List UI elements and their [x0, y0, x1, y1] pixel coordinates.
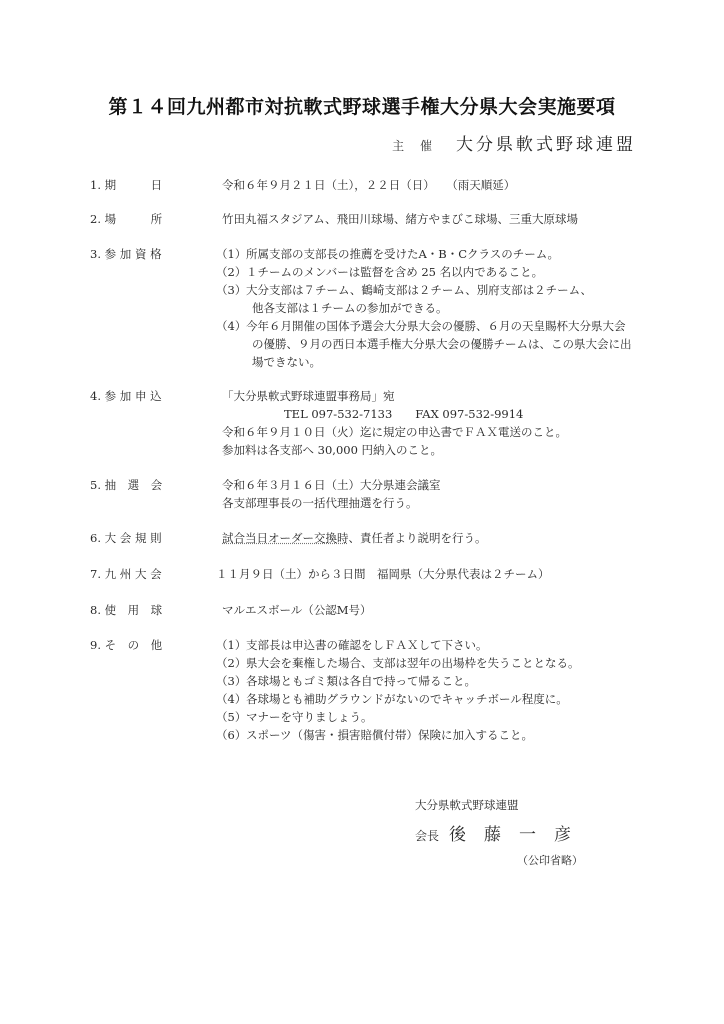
section-kyushu: [90, 565, 664, 583]
list-item: （1） 支部長は申込書の確認をしＦＡＸして下さい。: [216, 638, 488, 652]
section-text: 各支部理事長の一括代理抽選を行う。: [222, 496, 418, 510]
contact-numbers: TEL 097-532-7133 FAX 097-532-9914: [284, 407, 524, 421]
section-label: 3. 参 加 資 格: [90, 247, 162, 261]
section-label: 2. 場 所: [90, 212, 163, 226]
section-text: 令和６年３月１６日（土）大分県連会議室: [222, 478, 441, 492]
list-item: （1） 所属支部の支部長の推薦を受けたA・B・Cクラスのチーム。: [216, 247, 560, 261]
section-application: [90, 387, 664, 459]
section-label: 8. 使 用 球: [90, 603, 163, 617]
section-label: 7. 九 州 大 会: [90, 567, 162, 581]
section-rules: [90, 529, 664, 547]
list-item: （3） 大分支部は７チーム、鶴崎支部は２チーム、別府支部は２チーム、: [216, 283, 593, 297]
list-item: （3） 各球場ともゴミ類は各自で持って帰ること。: [216, 674, 476, 688]
section-label: 4. 参 加 申 込: [90, 389, 162, 403]
section-eligibility: [90, 245, 664, 371]
list-item: （4） 今年６月開催の国体予選会大分県大会の優勝、６月の天皇賜杯大分県大会: [216, 319, 626, 333]
list-item: （2） １チームのメンバーは監督を含め 25 名以内であること。: [216, 265, 544, 279]
document-title: 第１４回九州都市対抗軟式野球選手権大分県大会実施要項: [108, 96, 616, 118]
section-text: 令和６年９月１０日（火）迄に規定の申込書でＦＡＸ電送のこと。: [222, 425, 567, 439]
organizer-label: 主 催: [392, 139, 438, 153]
list-item: （2） 県大会を棄権した場合、支部は翌年の出場枠を失うこととなる。: [216, 656, 580, 670]
section-text: 参加料は各支部へ 30,000 円納入のこと。: [222, 443, 443, 457]
section-ball: [90, 601, 664, 619]
section-other: [90, 636, 664, 744]
section-venues: [90, 210, 664, 228]
list-item: （5） マナーを守りましょう。: [216, 710, 373, 724]
list-item: （4） 各球場とも補助グラウンドがないのでキャッチボール程度に。: [216, 692, 568, 706]
list-item: （6） スポーツ（傷害・損害賠償付帯）保険に加入すること。: [216, 728, 534, 742]
section-text: 竹田丸福スタジアム、飛田川球場、緒方やまびこ球場、三重大原球場: [222, 212, 579, 226]
section-dates: [90, 176, 664, 194]
list-item-cont: 場できない。: [252, 355, 321, 369]
section-label: 5. 抽 選 会: [90, 478, 163, 492]
underlined-text: 試合当日オーダー交換時: [222, 531, 349, 545]
section-text: 、責任者より説明を行う。: [348, 531, 487, 545]
section-label: 1. 期 日: [90, 178, 163, 192]
section-label: 6. 大 会 規 則: [90, 531, 162, 545]
list-item-cont: の優勝、９月の西日本選手権大分県大会の優勝チームは、この県大会に出: [252, 337, 632, 351]
signature-org: 大分県軟式野球連盟: [415, 798, 519, 812]
section-draw: [90, 476, 664, 512]
section-text: 「大分県軟式野球連盟事務局」宛: [222, 389, 395, 403]
seal-note: （公印省略）: [517, 854, 583, 867]
signature: [415, 820, 589, 845]
signature-name: 後藤一彦: [449, 825, 590, 845]
section-text: １１月９日（土）から３日間 福岡県（大分県代表は２チーム）: [216, 567, 550, 581]
organizer-name: 大分県軟式野球連盟: [456, 135, 636, 155]
signature-role: 会長: [415, 829, 440, 843]
section-text: マルエスボール（公認M号）: [222, 603, 372, 617]
organizer: [392, 130, 636, 155]
list-item-cont: 他各支部は１チームの参加ができる。: [252, 301, 448, 315]
section-label: 9. そ の 他: [90, 638, 163, 652]
section-text: 令和６年９月２１日（土），２２日（日） （雨天順延）: [222, 178, 516, 192]
